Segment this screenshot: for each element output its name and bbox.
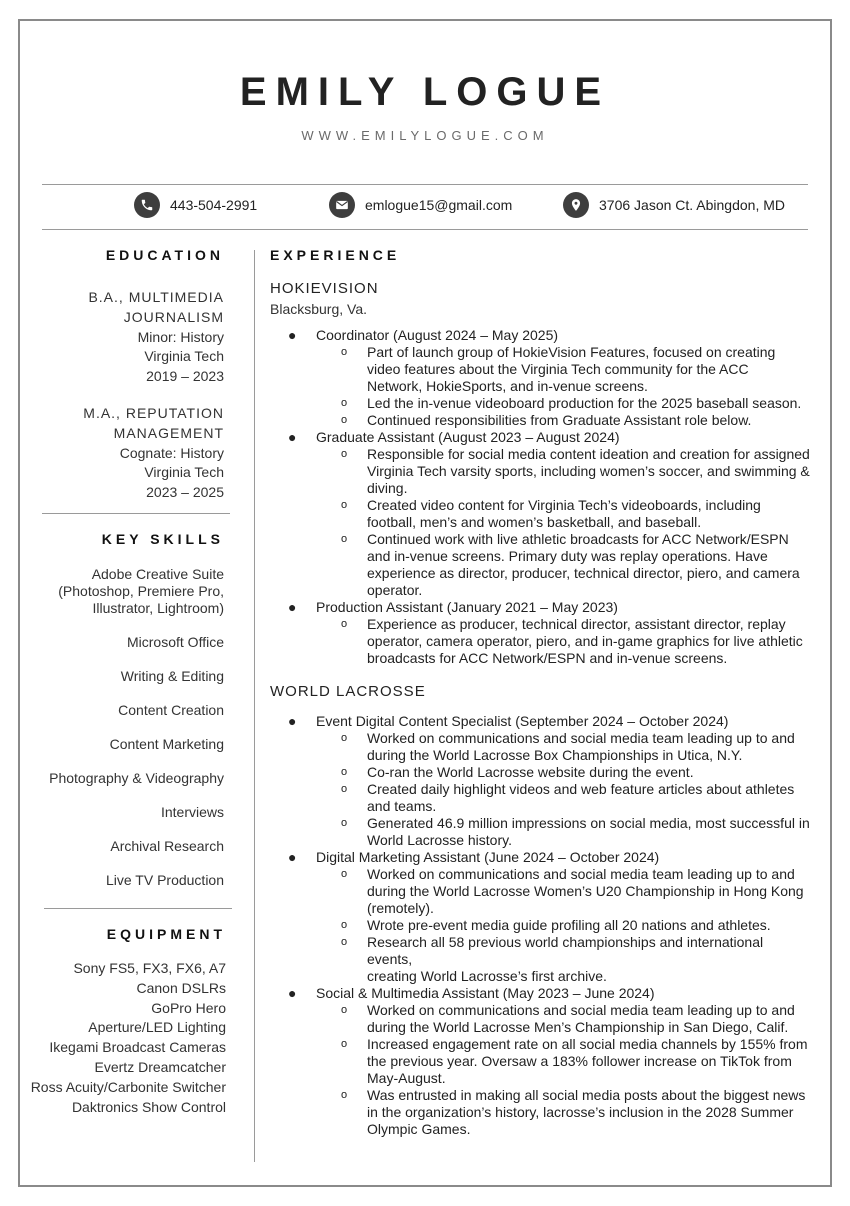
phone-icon [134, 192, 160, 218]
bullet-circle: o [341, 499, 348, 511]
bullet-item [270, 1087, 810, 1138]
column-divider [254, 250, 255, 1162]
org-entry [270, 683, 810, 1138]
equipment-item: Ikegami Broadcast Cameras [49, 1039, 226, 1056]
bullet-list [270, 866, 810, 985]
bullet-dot: ● [288, 985, 297, 1001]
map-pin-icon [563, 192, 589, 218]
bullet-line: Worked on communications and social media team leading up to and [367, 866, 795, 882]
bullet-item [270, 412, 810, 429]
bullet-line: (remotely). [367, 900, 434, 916]
bullet-list [270, 344, 810, 429]
left-divider-1 [42, 513, 230, 514]
bullet-circle: o [341, 448, 348, 460]
skill-text: (Photoshop, Premiere Pro, [58, 583, 224, 599]
bullet-line: World Lacrosse history. [367, 832, 512, 848]
bullet-circle: o [341, 346, 348, 358]
bullet-circle: o [341, 1089, 348, 1101]
bullet-line: Was entrusted in making all social media posts about the biggest news [367, 1087, 806, 1103]
degree-years: 2019 – 2023 [146, 368, 224, 385]
bullet-line: Created daily highlight videos and web feature articles about athletes [367, 781, 795, 797]
bullet-line: during the World Lacrosse Women’s U20 Championship in Hong Kong [367, 883, 804, 899]
bullet-item [270, 497, 810, 531]
role-item [270, 599, 810, 667]
bullet-dot: ● [288, 599, 297, 615]
degree-entry [26, 288, 224, 387]
bullet-dot: ● [288, 429, 297, 445]
bullet-line: during the World Lacrosse Men’s Championship in San Diego, Calif. [367, 1019, 789, 1035]
role-title: Social & Multimedia Assistant (May 2023 – June 2024) [316, 985, 655, 1001]
bullet-line: in the organization’s history, lacrosse’s inclusion in the 2028 Summer [367, 1104, 794, 1120]
bullet-item [270, 1036, 810, 1087]
bullet-line: operator, camera operator, piero, and in-game graphics for live athletic [367, 633, 803, 649]
bullet-line: Experience as producer, technical director, assistant director, replay [367, 616, 786, 632]
bullet-circle: o [341, 817, 348, 829]
bullet-line: Research all 58 previous world championships and international events, [367, 934, 764, 967]
bullet-item [270, 934, 810, 985]
education-section [26, 247, 224, 503]
org-location: Blacksburg, Va. [270, 301, 368, 317]
bullet-item [270, 866, 810, 917]
degree-entry [26, 404, 224, 503]
bullet-dot: ● [288, 849, 297, 865]
equipment-heading: EQUIPMENT [106, 926, 226, 942]
skill-item: Live TV Production [105, 872, 224, 888]
bullet-line: Generated 46.9 million impressions on social media, most successful in [367, 815, 810, 831]
bullet-line: and in-venue screens. Primary duty was replay operations. Have [367, 548, 768, 564]
bullet-item [270, 446, 810, 497]
role-title: Digital Marketing Assistant (June 2024 – October 2024) [316, 849, 660, 865]
bullet-line: Continued work with live athletic broadcasts for ACC Network/ESPN [367, 531, 789, 547]
bullet-circle: o [341, 783, 348, 795]
skills-section [26, 531, 224, 889]
equipment-item: GoPro Hero [151, 999, 226, 1016]
bullet-line: Worked on communications and social media team leading up to and [367, 730, 795, 746]
equipment-item: Daktronics Show Control [71, 1098, 226, 1115]
degree-cognate: Cognate: History [119, 444, 224, 461]
left-divider-2 [44, 908, 232, 909]
role-item [270, 713, 810, 849]
degree-title-cont: JOURNALISM [123, 308, 224, 325]
bullet-line: diving. [367, 480, 408, 496]
skill-item: Archival Research [110, 838, 224, 854]
degree-school: Virginia Tech [144, 348, 224, 365]
equipment-item: Sony FS5, FX3, FX6, A7 [73, 960, 226, 976]
degree-minor: Minor: History [137, 328, 224, 345]
org-entry [270, 280, 810, 667]
bullet-line: creating World Lacrosse’s first archive. [367, 968, 607, 984]
bullet-line: Wrote pre-event media guide profiling all 20 nations and athletes. [367, 917, 771, 933]
bullet-item [270, 616, 810, 667]
degree-school: Virginia Tech [144, 464, 224, 481]
skill-text: Illustrator, Lightroom) [92, 600, 224, 616]
bullet-line: experience as director, producer, technical director, piero, and camera [367, 565, 800, 581]
role-title: Production Assistant (January 2021 – May 2023) [316, 599, 618, 615]
bullet-item [270, 815, 810, 849]
bullet-item [270, 764, 810, 781]
contact-email [329, 192, 512, 218]
header-divider-bottom [42, 229, 808, 230]
bullet-circle: o [341, 533, 348, 545]
bullet-circle: o [341, 618, 348, 630]
degree-title: M.A., REPUTATION [83, 404, 224, 421]
bullet-line: Virginia Tech varsity sports, including women’s soccer, and swimming & [367, 463, 810, 479]
org-name: WORLD LACROSSE [270, 683, 426, 700]
bullet-dot: ● [288, 327, 297, 343]
envelope-icon [329, 192, 355, 218]
bullet-item [270, 730, 810, 764]
bullet-item [270, 531, 810, 599]
equipment-item: Aperture/LED Lighting [88, 1019, 226, 1036]
education-heading: EDUCATION [105, 247, 224, 263]
degree-title: B.A., MULTIMEDIA [88, 289, 224, 305]
website-link[interactable]: WWW.EMILYLOGUE.COM [301, 128, 549, 143]
bullet-list [270, 446, 810, 599]
bullet-line: May-August. [367, 1070, 446, 1086]
street-address: 3706 Jason Ct. Abingdon, MD [599, 197, 786, 213]
experience-section [270, 247, 810, 1138]
role-item [270, 849, 810, 985]
equipment-item: Ross Acuity/Carbonite Switcher [30, 1078, 226, 1095]
skills-heading: KEY SKILLS [101, 531, 224, 547]
bullet-circle: o [341, 397, 348, 409]
role-list [270, 713, 810, 1138]
bullet-line: video features about the Virginia Tech community for the ACC [367, 361, 749, 377]
degree-years: 2023 – 2025 [146, 484, 224, 501]
experience-heading: EXPERIENCE [270, 247, 401, 263]
role-title: Graduate Assistant (August 2023 – August 2024) [316, 429, 620, 445]
bullet-line: Co-ran the World Lacrosse website during the event. [367, 764, 694, 780]
bullet-item [270, 395, 810, 412]
bullet-line: broadcasts for ACC Network/ESPN and in-venue screens. [367, 650, 728, 666]
equipment-item: Canon DSLRs [136, 979, 226, 996]
skill-item [26, 566, 224, 617]
role-item [270, 985, 810, 1138]
bullet-line: Olympic Games. [367, 1121, 471, 1137]
bullet-circle: o [341, 732, 348, 744]
bullet-line: Worked on communications and social media team leading up to and [367, 1002, 795, 1018]
bullet-line: the previous year. Oversaw a 183% follower increase on TikTok from [367, 1053, 792, 1069]
phone-number[interactable]: 443-504-2991 [170, 197, 258, 213]
role-list [270, 327, 810, 667]
bullet-line: Led the in-venue videoboard production for the 2025 baseball season. [367, 395, 802, 411]
bullet-circle: o [341, 919, 348, 931]
skill-item: Writing & Editing [120, 668, 224, 684]
org-name: HOKIEVISION [270, 280, 379, 297]
header-divider-top [42, 184, 808, 185]
equipment-section [26, 926, 226, 1117]
skill-item: Microsoft Office [127, 634, 224, 650]
skill-item: Content Creation [118, 702, 224, 718]
bullet-item [270, 781, 810, 815]
bullet-item [270, 917, 810, 934]
bullet-item [270, 344, 810, 395]
skill-item: Interviews [160, 804, 224, 820]
bullet-line: Part of launch group of HokieVision Features, focused on creating [367, 344, 776, 360]
degree-title-cont: MANAGEMENT [113, 424, 224, 441]
skill-item: Content Marketing [109, 736, 224, 752]
bullet-circle: o [341, 766, 348, 778]
bullet-line: Created video content for Virginia Tech’s videoboards, including [367, 497, 761, 513]
role-title: Event Digital Content Specialist (September 2024 – October 2024) [316, 713, 729, 729]
bullet-item [270, 1002, 810, 1036]
bullet-line: Network, HokieSports, and in-venue screens. [367, 378, 648, 394]
resume-name: EMILY LOGUE [239, 70, 611, 114]
bullet-circle: o [341, 1038, 348, 1050]
contact-address [563, 192, 785, 218]
bullet-line: Continued responsibilities from Graduate Assistant role below. [367, 412, 752, 428]
role-title: Coordinator (August 2024 – May 2025) [316, 327, 559, 343]
bullet-line: football, men’s and women’s basketball, and baseball. [367, 514, 702, 530]
bullet-list [270, 1002, 810, 1138]
email-address[interactable]: emlogue15@gmail.com [365, 197, 513, 213]
bullet-line: operator. [367, 582, 423, 598]
bullet-list [270, 730, 810, 849]
contact-phone [134, 192, 257, 218]
bullet-circle: o [341, 868, 348, 880]
role-item [270, 429, 810, 599]
bullet-line: during the World Lacrosse Box Championships in Utica, N.Y. [367, 747, 743, 763]
bullet-line: Responsible for social media content ideation and creation for assigned [367, 446, 810, 462]
equipment-item: Evertz Dreamcatcher [94, 1058, 226, 1075]
bullet-dot: ● [288, 713, 297, 729]
skill-text: Adobe Creative Suite [91, 566, 224, 582]
skill-item: Photography & Videography [49, 770, 224, 786]
bullet-list [270, 616, 810, 667]
bullet-line: Increased engagement rate on all social media channels by 155% from [367, 1036, 808, 1052]
role-item [270, 327, 810, 429]
bullet-circle: o [341, 1004, 348, 1016]
bullet-circle: o [341, 936, 348, 948]
bullet-circle: o [341, 414, 348, 426]
bullet-line: and teams. [367, 798, 437, 814]
